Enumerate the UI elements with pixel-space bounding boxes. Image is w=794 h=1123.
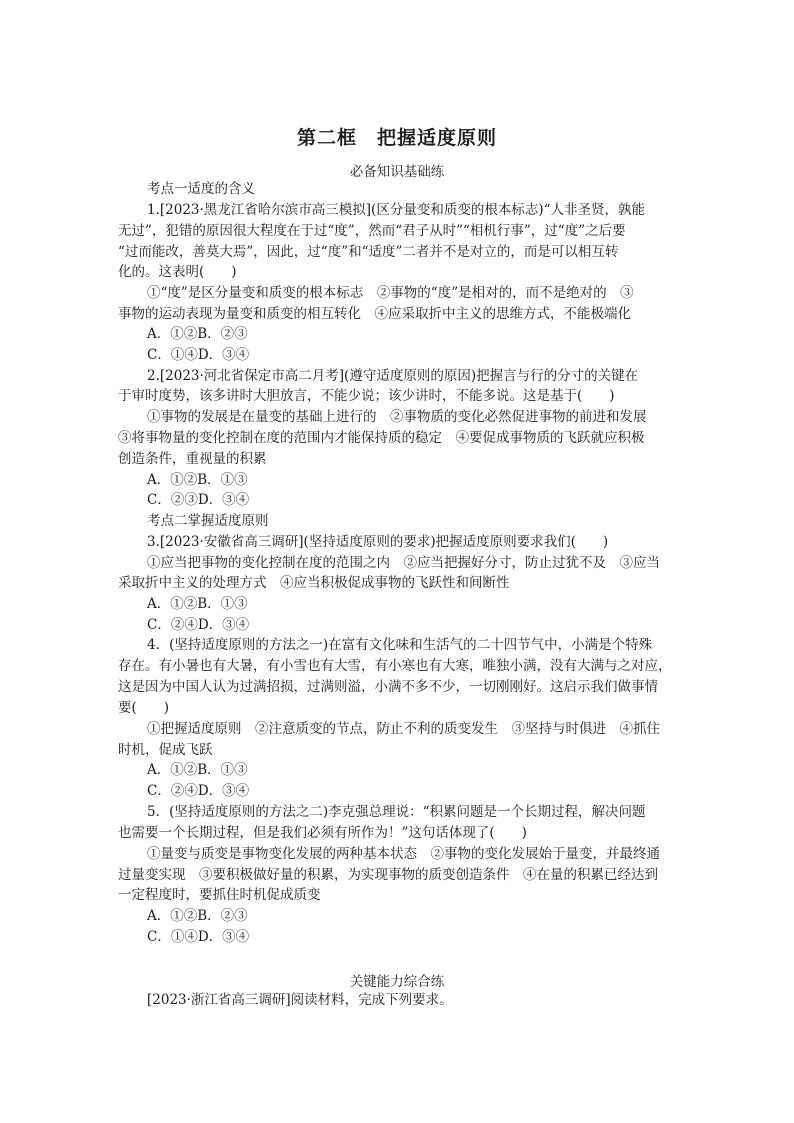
question-4-statement: 时机，促成飞跃 bbox=[118, 742, 213, 758]
question-4-options-ab: A．①②B．①③ bbox=[147, 762, 248, 778]
question-2-line: 于审时度势，该多讲时大胆放言，不能少说；该少讲时，不能多说。这是基于( ) bbox=[118, 388, 615, 404]
question-2-statement: 创造条件，重视量的积累 bbox=[118, 451, 267, 467]
section-heading-basic: 必备知识基础练 bbox=[349, 164, 445, 180]
question-4-line: 这是因为中国人认为过满招损，过满则溢，小满不多不少，一切刚刚好。这启示我们做事情 bbox=[118, 679, 658, 695]
question-1-options-ab: A．①②B．②③ bbox=[147, 326, 248, 342]
topic-heading-1: 考点一适度的含义 bbox=[147, 181, 255, 197]
topic-heading-2: 考点二掌握适度原则 bbox=[147, 513, 269, 529]
question-3-options-ab: A．①②B．①③ bbox=[147, 596, 248, 612]
question-5-statement: ①量变与质变是事物变化发展的两种基本状态 ②事物的变化发展始于量变，并最终通 bbox=[147, 846, 660, 862]
question-1-options-cd: C．①④D．③④ bbox=[147, 347, 250, 363]
question-4-statement: ①把握适度原则 ②注意质变的节点，防止不利的质变发生 ③坚持与时俱进 ④抓住 bbox=[147, 721, 660, 737]
question-5-statement: 一定程度时，要抓住时机促成质变 bbox=[118, 887, 321, 903]
question-4-line: 存在。有小暑也有大暑，有小雪也有大雪，有小寒也有大寒，唯独小满，没有大满与之对应， bbox=[118, 658, 672, 674]
question-3-options-cd: C．②④D．③④ bbox=[147, 617, 250, 633]
question-5-line: 也需要一个长期过程，但是我们必须有所作为！”这句话体现了( ) bbox=[118, 825, 527, 841]
question-1-line: “过而能改，善莫大焉”，因此，过“度”和“适度”二者并不是对立的，而是可以相互转 bbox=[118, 244, 619, 260]
question-3-statement: ①应当把事物的变化控制在度的范围之内 ②应当把握好分寸，防止过犹不及 ③应当 bbox=[147, 555, 660, 571]
question-2-options-cd: C．②③D．③④ bbox=[147, 492, 250, 508]
question-1-statement: 事物的运动表现为量变和质变的相互转化 ④应采取折中主义的思维方式，不能极端化 bbox=[118, 306, 631, 322]
question-3-line: 3.[2023·安徽省高三调研](坚持适度原则的要求)把握适度原则要求我们( ) bbox=[147, 534, 609, 550]
question-5-line: 5．(坚持适度原则的方法之二)李克强总理说：“积累问题是一个长期过程，解决问题 bbox=[147, 804, 646, 820]
question-1-line: 1.[2023·黑龙江省哈尔滨市高三模拟](区分量变和质变的根本标志)“人非圣贤，孰能 bbox=[147, 202, 645, 218]
question-5-options-cd: C．①④D．③④ bbox=[147, 929, 250, 945]
question-5-statement: 过量变实现 ③要积极做好量的积累，为实现事物的质变创造条件 ④在量的积累已经达到 bbox=[118, 867, 658, 883]
page-title: 第二框 把握适度原则 bbox=[296, 127, 497, 149]
question-1-line: 无过”，犯错的原因很大程度在于过“度”，然而“君子从时”“相机行事”，过“度”之后要 bbox=[118, 223, 626, 239]
question-1-line: 化的。这表明( ) bbox=[118, 264, 237, 280]
question-4-line: 要( ) bbox=[118, 700, 170, 716]
question-3-statement: 采取折中主义的处理方式 ④应当积极促成事物的飞跃性和间断性 bbox=[118, 575, 510, 591]
question-4-line: 4．(坚持适度原则的方法之一)在富有文化味和生活气的二十四节气中，小满是个特殊 bbox=[147, 637, 653, 653]
question-4-options-cd: C．②④D．③④ bbox=[147, 783, 250, 799]
question-1-statement: ①“度”是区分量变和质变的根本标志 ②事物的“度”是相对的，而不是绝对的 ③ bbox=[147, 285, 634, 301]
question-2-statement: ①事物的发展是在量变的基础上进行的 ②事物质的变化必然促进事物的前进和发展 bbox=[147, 409, 647, 425]
question-5-options-ab: A．①②B．②③ bbox=[147, 908, 248, 924]
question-2-options-ab: A．①②B．①③ bbox=[147, 472, 248, 488]
section-heading-advanced: 关键能力综合练 bbox=[349, 974, 445, 990]
question-2-statement: ③将事物量的变化控制在度的范围内才能保持质的稳定 ④要促成事物质的飞跃就应积极 bbox=[118, 430, 645, 446]
question-2-line: 2.[2023·河北省保定市高二月考](遵守适度原则的原因)把握言与行的分寸的关键在 bbox=[147, 368, 639, 384]
question-6-line: [2023·浙江省高三调研]阅读材料，完成下列要求。 bbox=[147, 992, 453, 1008]
